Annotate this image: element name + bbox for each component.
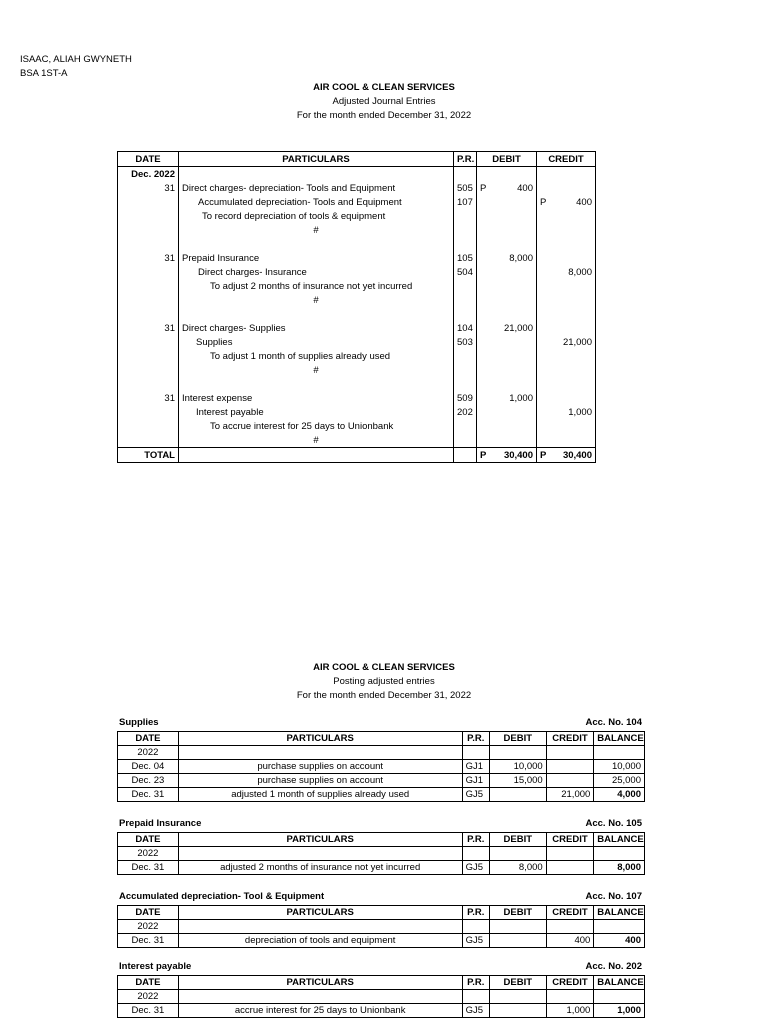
journal-credit-amount: 8,000	[568, 266, 592, 278]
journal-pr	[454, 363, 477, 377]
ledger-pr-header: P.R.	[462, 976, 489, 990]
journal-credit-currency: P	[540, 196, 547, 208]
ledger-balance-header: BALANCE	[594, 976, 645, 990]
journal-date	[118, 419, 179, 433]
ledger-year: 2022	[118, 990, 179, 1004]
journal-credit	[537, 223, 596, 237]
journal-date-header: DATE	[118, 152, 179, 167]
ledger-row	[118, 788, 645, 802]
journal-heading	[0, 81, 768, 123]
ledger-particulars: adjusted 1 month of supplies already used	[178, 788, 462, 802]
student-section: BSA 1ST-A	[20, 68, 68, 79]
journal-credit	[537, 321, 596, 335]
journal-credit	[537, 265, 596, 279]
journal-credit	[537, 405, 596, 419]
ledger-date: Dec. 04	[118, 760, 179, 774]
ledger-pr-header: P.R.	[462, 906, 489, 920]
ledger-account-number: Acc. No. 104	[585, 717, 642, 728]
ledger-row	[118, 760, 645, 774]
ledger-header-row	[118, 976, 645, 990]
journal-date	[118, 237, 179, 251]
journal-row	[118, 363, 596, 377]
journal-particulars: Interest payable	[179, 405, 454, 419]
journal-particulars: Supplies	[179, 335, 454, 349]
journal-pr: 503	[454, 335, 477, 349]
journal-debit	[477, 293, 537, 307]
journal-date	[118, 433, 179, 448]
journal-particulars: #	[179, 223, 454, 237]
journal-particulars	[179, 307, 454, 321]
ledger-table	[117, 832, 645, 875]
journal-total-label: TOTAL	[118, 448, 179, 463]
journal-debit	[477, 321, 537, 335]
posting-company: AIR COOL & CLEAN SERVICES	[313, 662, 455, 673]
journal-period: For the month ended December 31, 2022	[296, 110, 472, 121]
journal-debit	[477, 335, 537, 349]
journal-debit-amount: 21,000	[503, 322, 533, 334]
ledger-credit	[546, 774, 594, 788]
ledger-particulars: accrue interest for 25 days to Unionbank	[178, 1004, 462, 1018]
journal-date	[118, 279, 179, 293]
ledger-date-header: DATE	[118, 732, 179, 746]
ledger-account-name: Accumulated depreciation- Tool & Equipment	[119, 891, 325, 902]
journal-debit	[477, 307, 537, 321]
ledger-particulars: purchase supplies on account	[178, 774, 462, 788]
journal-credit	[537, 307, 596, 321]
journal-company: AIR COOL & CLEAN SERVICES	[313, 82, 455, 93]
journal-debit	[477, 181, 537, 195]
journal-row	[118, 433, 596, 448]
ledger-balance: 4,000	[594, 788, 645, 802]
journal-debit	[477, 405, 537, 419]
ledger-header-row	[118, 906, 645, 920]
ledger-credit: 1,000	[546, 1004, 594, 1018]
ledger-date: Dec. 31	[118, 934, 179, 948]
ledger-debit: 8,000	[489, 861, 546, 875]
journal-pr-header: P.R.	[454, 152, 477, 167]
ledger-header-row	[118, 732, 645, 746]
ledger-balance: 8,000	[594, 861, 645, 875]
ledger-balance: 10,000	[594, 760, 645, 774]
ledger-balance-header: BALANCE	[594, 732, 645, 746]
journal-particulars: #	[179, 363, 454, 377]
ledger-debit-header: DEBIT	[489, 732, 546, 746]
journal-particulars: Direct charges- Supplies	[179, 321, 454, 335]
journal-debit-amount: 1,000	[509, 392, 533, 404]
journal-credit-amount: 1,000	[568, 406, 592, 418]
journal-date: 31	[118, 181, 179, 195]
journal-row	[118, 181, 596, 195]
journal-pr: 509	[454, 391, 477, 405]
ledger-particulars: purchase supplies on account	[178, 760, 462, 774]
ledger-pr: GJ5	[462, 1004, 489, 1018]
journal-pr	[454, 293, 477, 307]
ledger-row	[118, 934, 645, 948]
ledger-credit	[546, 861, 594, 875]
journal-pr	[454, 223, 477, 237]
ledger-account-name: Supplies	[119, 717, 159, 728]
journal-date	[118, 223, 179, 237]
ledger-date: Dec. 31	[118, 861, 179, 875]
journal-credit	[537, 419, 596, 433]
journal-pr	[454, 209, 477, 223]
ledger-pr: GJ1	[462, 774, 489, 788]
ledger-account-number: Acc. No. 107	[585, 891, 642, 902]
ledger-account-name: Prepaid Insurance	[119, 818, 202, 829]
posting-heading	[0, 661, 768, 703]
journal-particulars: #	[179, 433, 454, 448]
ledger-year: 2022	[118, 746, 179, 760]
journal-date	[118, 349, 179, 363]
journal-header-row	[118, 152, 596, 167]
ledger-account-number: Acc. No. 202	[585, 961, 642, 972]
journal-credit	[537, 181, 596, 195]
ledger-particulars-header: PARTICULARS	[178, 833, 462, 847]
ledger-pr: GJ5	[462, 934, 489, 948]
journal-particulars: To accrue interest for 25 days to Unionbank	[179, 419, 454, 433]
journal-row	[118, 405, 596, 419]
journal-date: 31	[118, 391, 179, 405]
journal-title: Adjusted Journal Entries	[332, 96, 436, 107]
ledger-year: 2022	[118, 920, 179, 934]
journal-debit	[477, 419, 537, 433]
ledger-debit	[489, 788, 546, 802]
journal-row	[118, 349, 596, 363]
journal-pr: 202	[454, 405, 477, 419]
journal-particulars: To record depreciation of tools & equipment	[179, 209, 454, 223]
ledger-particulars-header: PARTICULARS	[178, 906, 462, 920]
ledger-credit	[546, 760, 594, 774]
ledger-header-row	[118, 833, 645, 847]
ledger-credit: 400	[546, 934, 594, 948]
journal-month: Dec. 2022	[118, 167, 179, 182]
journal-row	[118, 237, 596, 251]
journal-row	[118, 265, 596, 279]
journal-date	[118, 335, 179, 349]
journal-particulars: Interest expense	[179, 391, 454, 405]
journal-date	[118, 363, 179, 377]
journal-date	[118, 377, 179, 391]
ledger-date: Dec. 23	[118, 774, 179, 788]
journal-credit	[537, 293, 596, 307]
journal-credit	[537, 377, 596, 391]
journal-credit	[537, 251, 596, 265]
ledger-balance: 25,000	[594, 774, 645, 788]
ledger-row	[118, 1004, 645, 1018]
ledger-debit-header: DEBIT	[489, 976, 546, 990]
journal-debit	[477, 209, 537, 223]
ledger-date-header: DATE	[118, 906, 179, 920]
journal-date: 31	[118, 251, 179, 265]
ledger-credit: 21,000	[546, 788, 594, 802]
ledger-year-row	[118, 990, 645, 1004]
ledger-debit: 15,000	[489, 774, 546, 788]
journal-pr: 107	[454, 195, 477, 209]
ledger-account-name: Interest payable	[119, 961, 192, 972]
ledger-debit: 10,000	[489, 760, 546, 774]
ledger-balance: 400	[594, 934, 645, 948]
journal-total-debit: P 30,400	[477, 448, 537, 463]
ledger-balance-header: BALANCE	[594, 906, 645, 920]
ledger-credit-header: CREDIT	[546, 976, 594, 990]
journal-credit	[537, 335, 596, 349]
ledger-date: Dec. 31	[118, 788, 179, 802]
journal-pr	[454, 419, 477, 433]
journal-credit	[537, 195, 596, 209]
ledger-particulars: adjusted 2 months of insurance not yet incurred	[178, 861, 462, 875]
journal-pr: 504	[454, 265, 477, 279]
student-name: ISAAC, ALIAH GWYNETH	[20, 54, 132, 65]
journal-credit	[537, 237, 596, 251]
journal-row	[118, 377, 596, 391]
journal-debit	[477, 237, 537, 251]
journal-date	[118, 209, 179, 223]
journal-debit	[477, 265, 537, 279]
journal-debit	[477, 349, 537, 363]
journal-row	[118, 419, 596, 433]
journal-date	[118, 405, 179, 419]
ledger-pr-header: P.R.	[462, 732, 489, 746]
journal-particulars	[179, 237, 454, 251]
journal-pr	[454, 377, 477, 391]
journal-table	[117, 151, 596, 463]
ledger-debit	[489, 934, 546, 948]
ledger-date-header: DATE	[118, 976, 179, 990]
ledger-date-header: DATE	[118, 833, 179, 847]
ledger-particulars-header: PARTICULARS	[178, 732, 462, 746]
journal-row	[118, 321, 596, 335]
journal-row	[118, 307, 596, 321]
journal-particulars: Direct charges- depreciation- Tools and Equipment	[179, 181, 454, 195]
journal-row	[118, 209, 596, 223]
ledger-balance-header: BALANCE	[594, 833, 645, 847]
ledger-date: Dec. 31	[118, 1004, 179, 1018]
journal-pr	[454, 349, 477, 363]
journal-credit	[537, 433, 596, 448]
ledger-credit-header: CREDIT	[546, 906, 594, 920]
ledger-particulars-header: PARTICULARS	[178, 976, 462, 990]
journal-row	[118, 279, 596, 293]
journal-row	[118, 335, 596, 349]
ledger-pr-header: P.R.	[462, 833, 489, 847]
journal-credit	[537, 209, 596, 223]
journal-debit	[477, 363, 537, 377]
journal-total-credit: P 30,400	[537, 448, 596, 463]
journal-credit-header: CREDIT	[537, 152, 596, 167]
journal-date-row	[118, 167, 596, 182]
journal-particulars: Prepaid Insurance	[179, 251, 454, 265]
ledger-account-number: Acc. No. 105	[585, 818, 642, 829]
posting-title: Posting adjusted entries	[333, 676, 435, 687]
journal-particulars: To adjust 1 month of supplies already used	[179, 349, 454, 363]
journal-particulars: Accumulated depreciation- Tools and Equipment	[179, 195, 454, 209]
ledger-table	[117, 731, 645, 802]
journal-pr: 104	[454, 321, 477, 335]
ledger-year-row	[118, 920, 645, 934]
ledger-credit-header: CREDIT	[546, 833, 594, 847]
ledger-particulars: depreciation of tools and equipment	[178, 934, 462, 948]
journal-debit	[477, 433, 537, 448]
journal-pr	[454, 307, 477, 321]
journal-pr	[454, 237, 477, 251]
journal-credit-amount: 21,000	[562, 336, 592, 348]
ledger-year: 2022	[118, 847, 179, 861]
journal-debit	[477, 377, 537, 391]
ledger-year-row	[118, 847, 645, 861]
ledger-year-row	[118, 746, 645, 760]
journal-row	[118, 195, 596, 209]
journal-date	[118, 195, 179, 209]
ledger-debit-header: DEBIT	[489, 906, 546, 920]
ledger-debit	[489, 1004, 546, 1018]
journal-date	[118, 307, 179, 321]
journal-debit-amount: 8,000	[509, 252, 533, 264]
journal-row	[118, 293, 596, 307]
journal-debit-amount: 400	[517, 182, 533, 194]
journal-row	[118, 391, 596, 405]
ledger-table	[117, 905, 645, 948]
journal-debit	[477, 279, 537, 293]
journal-pr: 105	[454, 251, 477, 265]
journal-credit	[537, 349, 596, 363]
ledger-debit-header: DEBIT	[489, 833, 546, 847]
journal-debit	[477, 251, 537, 265]
journal-particulars: #	[179, 293, 454, 307]
journal-debit	[477, 195, 537, 209]
journal-particulars-header: PARTICULARS	[179, 152, 454, 167]
journal-pr	[454, 433, 477, 448]
journal-debit	[477, 223, 537, 237]
journal-particulars	[179, 377, 454, 391]
journal-date	[118, 265, 179, 279]
student-info	[20, 53, 132, 81]
ledger-pr: GJ1	[462, 760, 489, 774]
journal-row	[118, 223, 596, 237]
journal-debit-header: DEBIT	[477, 152, 537, 167]
ledger-table	[117, 975, 645, 1018]
ledger-row	[118, 774, 645, 788]
ledger-credit-header: CREDIT	[546, 732, 594, 746]
posting-period: For the month ended December 31, 2022	[296, 690, 472, 701]
journal-date	[118, 293, 179, 307]
journal-credit	[537, 363, 596, 377]
ledger-pr: GJ5	[462, 861, 489, 875]
journal-total-row	[118, 448, 596, 463]
journal-pr	[454, 279, 477, 293]
journal-particulars: To adjust 2 months of insurance not yet incurred	[179, 279, 454, 293]
journal-pr: 505	[454, 181, 477, 195]
ledger-pr: GJ5	[462, 788, 489, 802]
ledger-balance: 1,000	[594, 1004, 645, 1018]
ledger-row	[118, 861, 645, 875]
journal-credit	[537, 391, 596, 405]
journal-credit-amount: 400	[576, 196, 592, 208]
journal-particulars: Direct charges- Insurance	[179, 265, 454, 279]
journal-credit	[537, 279, 596, 293]
journal-date: 31	[118, 321, 179, 335]
journal-debit	[477, 391, 537, 405]
journal-debit-currency: P	[480, 182, 487, 194]
journal-row	[118, 251, 596, 265]
